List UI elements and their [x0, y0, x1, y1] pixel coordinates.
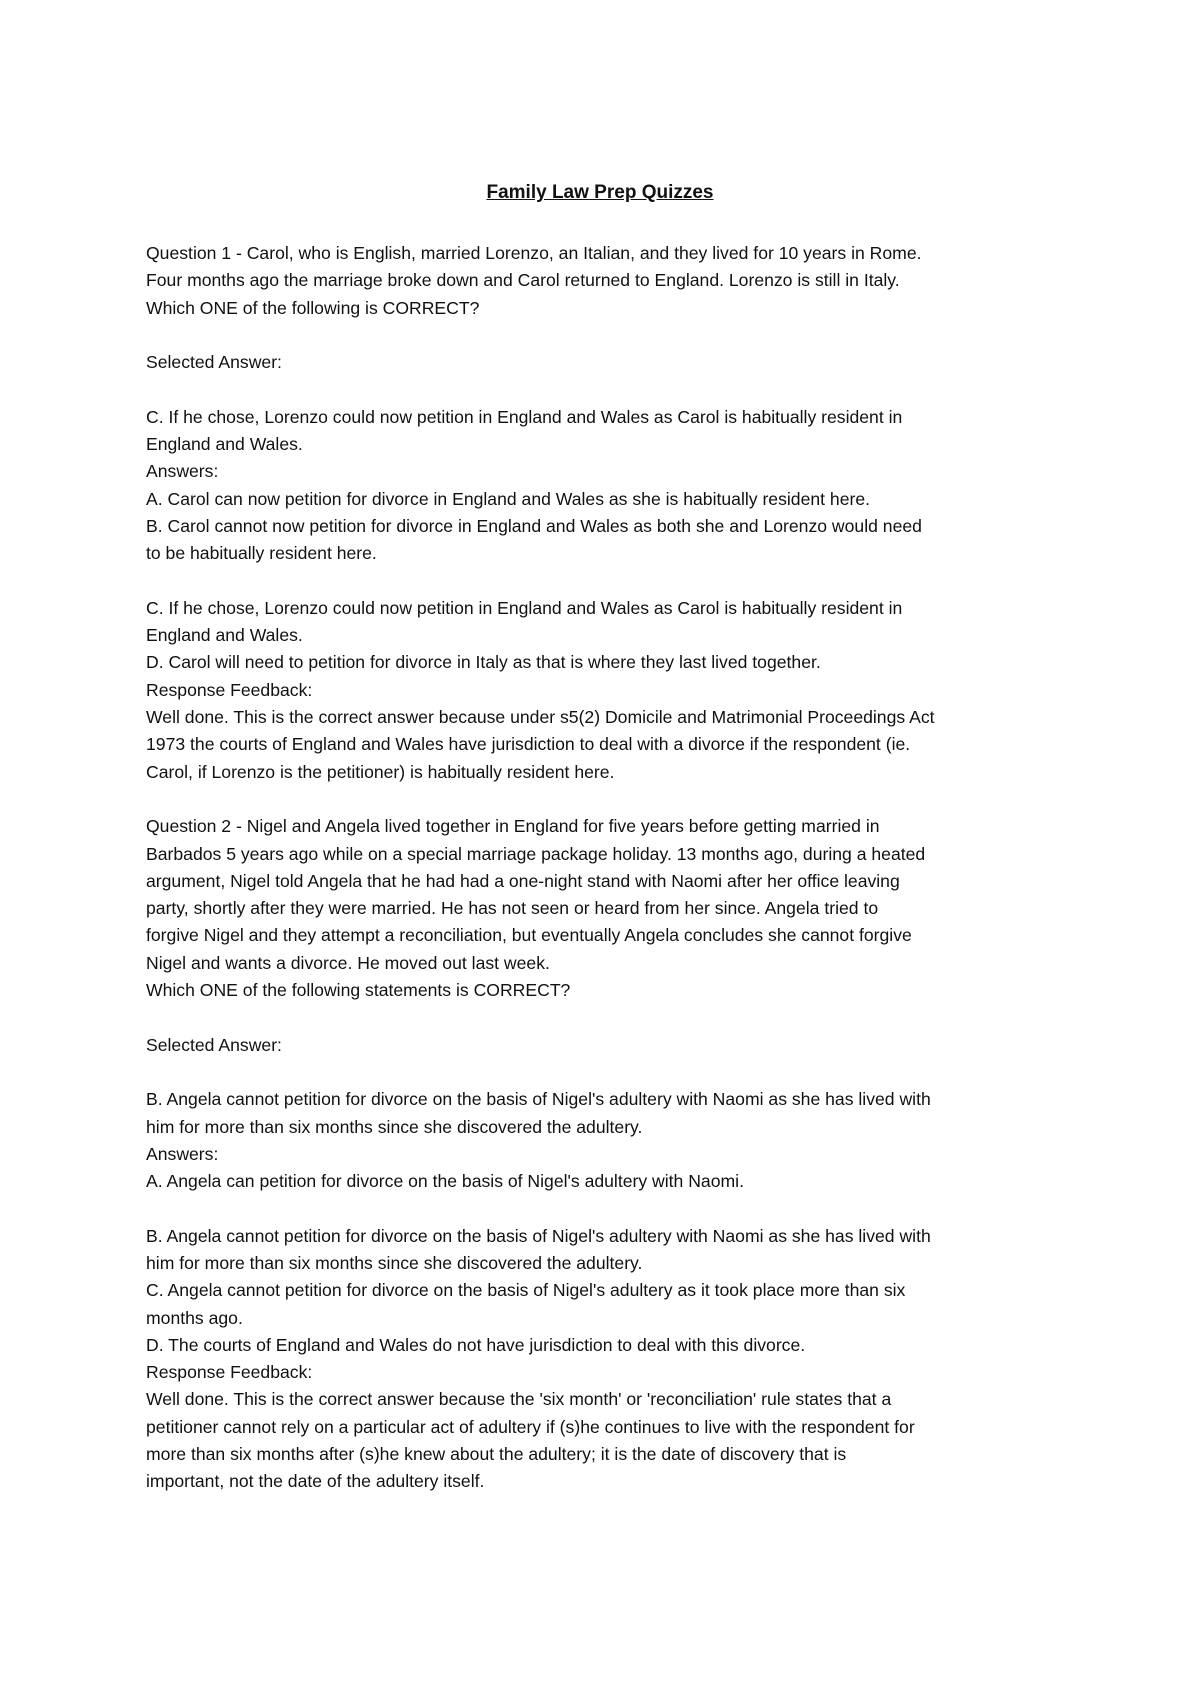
- question-1-text: [146, 240, 1076, 322]
- text-line: A. Carol can now petition for divorce in England and Wales as she is habitually resident here.: [146, 488, 871, 509]
- text-line: D. The courts of England and Wales do not have jurisdiction to deal with this divorce.: [146, 1334, 806, 1355]
- selected-answer-label: Selected Answer:: [146, 1034, 282, 1055]
- question-2-answer-a: [146, 1168, 1076, 1195]
- question-2-feedback: [146, 1386, 1076, 1495]
- question-1-selected-answer: [146, 404, 1076, 459]
- page-title: Family Law Prep Quizzes: [486, 182, 714, 203]
- text-line: England and Wales.: [146, 625, 303, 646]
- text-line: party, shortly after they were married. He has not seen or heard from her since. Angela tried to: [146, 898, 879, 919]
- text-line: B. Angela cannot petition for divorce on the basis of Nigel's adultery with Naomi as she has lived with: [146, 1225, 931, 1246]
- question-2-answers-bcd: [146, 1223, 1076, 1359]
- question-1-feedback: [146, 704, 1076, 786]
- text-line: C. Angela cannot petition for divorce on the basis of Nigel's adultery as it took place more than six: [146, 1280, 906, 1301]
- response-feedback-label: Response Feedback:: [146, 679, 313, 700]
- text-line: months ago.: [146, 1307, 243, 1328]
- text-line: C. If he chose, Lorenzo could now petition in England and Wales as Carol is habitually resident in: [146, 406, 903, 427]
- text-line: Question 2 - Nigel and Angela lived together in England for five years before getting married in: [146, 816, 880, 837]
- text-line: Carol, if Lorenzo is the petitioner) is habitually resident here.: [146, 761, 615, 782]
- text-line: A. Angela can petition for divorce on the basis of Nigel's adultery with Naomi.: [146, 1171, 744, 1192]
- text-line: more than six months after (s)he knew about the adultery; it is the date of discovery that is: [146, 1444, 847, 1465]
- question-1-answers-cd: [146, 595, 1076, 677]
- text-line: argument, Nigel told Angela that he had had a one-night stand with Naomi after her office leaving: [146, 870, 900, 891]
- question-2-selected-answer: [146, 1086, 1076, 1141]
- text-line: forgive Nigel and they attempt a reconciliation, but eventually Angela concludes she cannot forgive: [146, 925, 912, 946]
- text-line: B. Angela cannot petition for divorce on the basis of Nigel's adultery with Naomi as she has lived with: [146, 1089, 931, 1110]
- text-line: B. Carol cannot now petition for divorce in England and Wales as both she and Lorenzo would need: [146, 515, 922, 536]
- text-line: C. If he chose, Lorenzo could now petition in England and Wales as Carol is habitually resident in: [146, 597, 903, 618]
- text-line: Well done. This is the correct answer because under s5(2) Domicile and Matrimonial Proceedings Act: [146, 707, 935, 728]
- text-line: 1973 the courts of England and Wales have jurisdiction to deal with a divorce if the respondent (ie.: [146, 734, 911, 755]
- document-body: [146, 240, 1076, 1496]
- text-line: Four months ago the marriage broke down and Carol returned to England. Lorenzo is still in Italy.: [146, 270, 900, 291]
- answers-label: Answers:: [146, 461, 219, 482]
- text-line: to be habitually resident here.: [146, 543, 377, 564]
- text-line: petitioner cannot rely on a particular act of adultery if (s)he continues to live with the respondent for: [146, 1416, 915, 1437]
- text-line: Which ONE of the following statements is CORRECT?: [146, 980, 571, 1001]
- text-line: him for more than six months since she discovered the adultery.: [146, 1252, 643, 1273]
- text-line: him for more than six months since she discovered the adultery.: [146, 1116, 643, 1137]
- text-line: Nigel and wants a divorce. He moved out last week.: [146, 952, 550, 973]
- question-1-answers-ab: [146, 486, 1076, 568]
- selected-answer-label: Selected Answer:: [146, 352, 282, 373]
- text-line: England and Wales.: [146, 434, 303, 455]
- text-line: D. Carol will need to petition for divorce in Italy as that is where they last lived together.: [146, 652, 821, 673]
- text-line: Barbados 5 years ago while on a special marriage package holiday. 13 months ago, during a heated: [146, 843, 926, 864]
- text-line: Well done. This is the correct answer because the 'six month' or 'reconciliation' rule states that a: [146, 1389, 892, 1410]
- response-feedback-label: Response Feedback:: [146, 1362, 313, 1383]
- text-line: Which ONE of the following is CORRECT?: [146, 297, 480, 318]
- answers-label: Answers:: [146, 1143, 219, 1164]
- text-line: important, not the date of the adultery itself.: [146, 1471, 485, 1492]
- question-2-text: [146, 813, 1076, 1004]
- text-line: Question 1 - Carol, who is English, married Lorenzo, an Italian, and they lived for 10 years in Rome.: [146, 243, 922, 263]
